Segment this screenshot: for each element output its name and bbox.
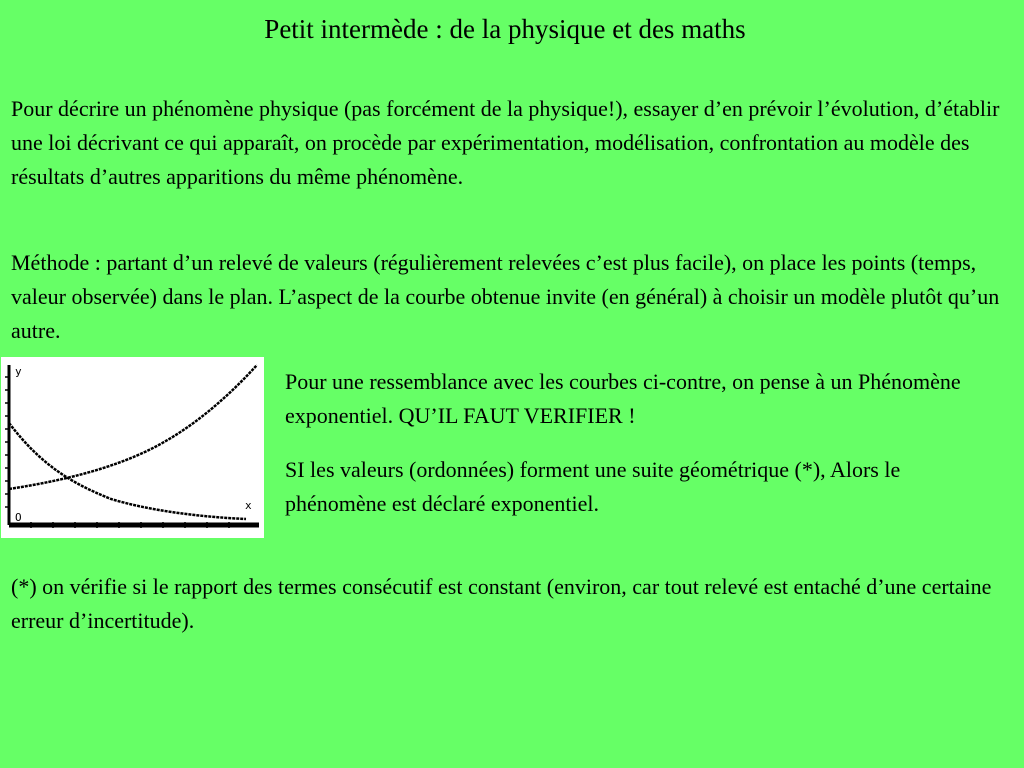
increasing-exponential-curve [9,365,257,489]
geometric-sequence-text: SI les valeurs (ordonnées) forment une suite géométrique (*), Alors le phénomène est déclaré exponentiel. [285,457,901,516]
x-axis-label: x [245,499,252,512]
slide-title: Petit intermède : de la physique et des maths [264,14,746,44]
footnote: (*) on vérifie si le rapport des termes consécutif est constant (environ, car tout relevé est entaché d’une certaine erreur d’incertitude). [11,574,992,633]
intro-paragraph: Pour décrire un phénomène physique (pas forcément de la physique!), essayer d’en prévoir l’évolution, d’établir une loi décrivant ce qui apparaît, on procède par expérimentation, modélisation, confrontation au modèle des résultats d’autres apparitions du même phénomène. [11,96,1000,189]
method-paragraph: Méthode : partant d’un relevé de valeurs (régulièrement relevées c’est plus facile), on place les points (temps, valeur observée) dans le plan. L’aspect de la courbe obtenue invite (en général) à choisir un modèle plutôt qu’un autre. [11,250,1000,343]
decreasing-exponential-curve [9,423,246,519]
origin-label: O [15,511,22,524]
exponential-curves-graph [1,357,264,538]
y-axis-label: y [15,365,22,378]
exponential-hypothesis-text: Pour une ressemblance avec les courbes ci-contre, on pense à un Phénomène exponentiel. QU’IL FAUT VERIFIER ! [285,369,961,428]
graph-canvas [1,357,264,538]
